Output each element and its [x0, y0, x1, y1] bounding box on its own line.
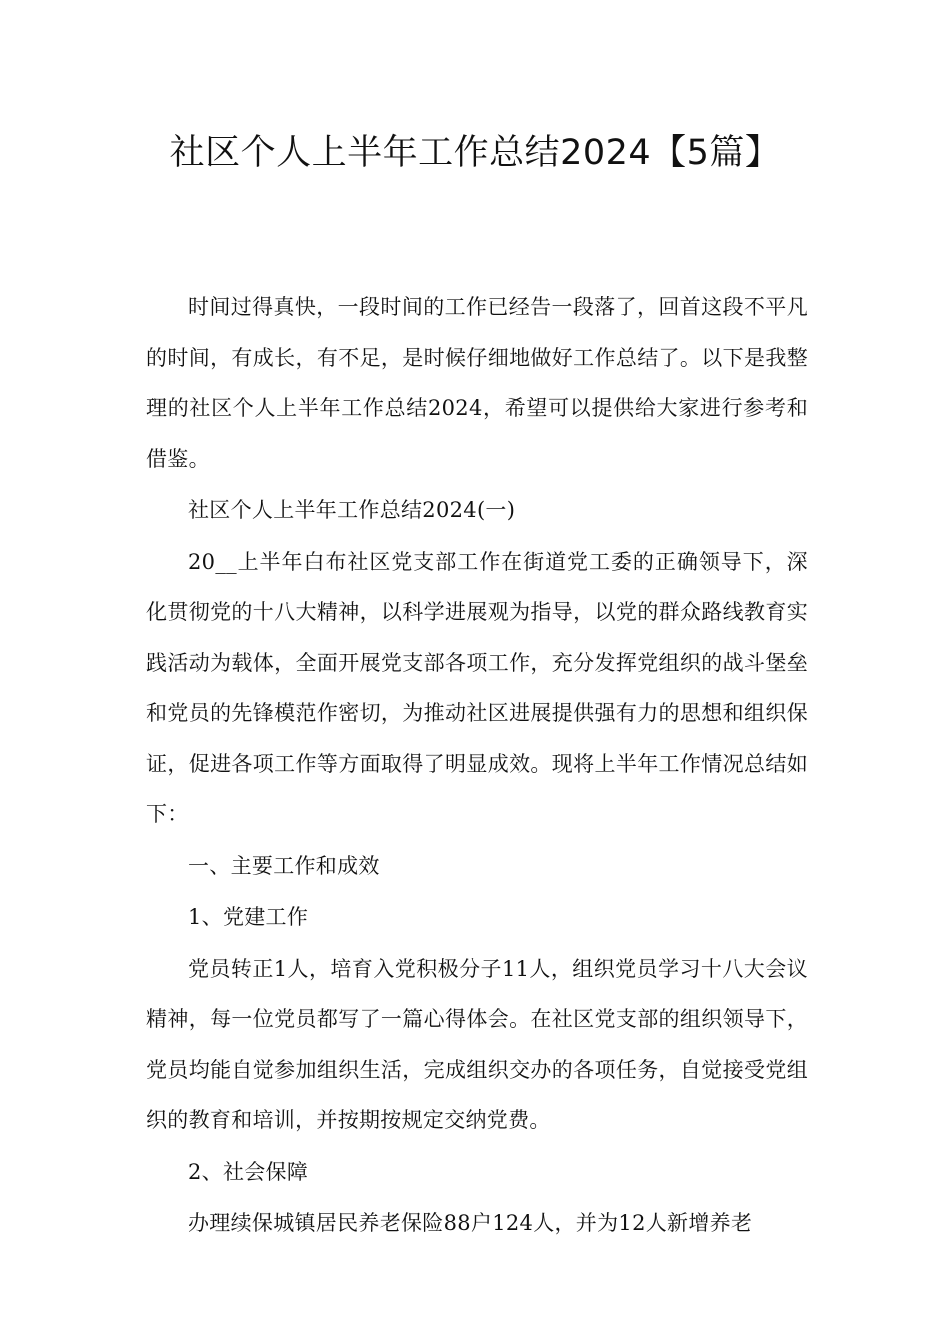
section-1-overview-paragraph: 20__上半年白布社区党支部工作在街道党工委的正确领导下，深化贯彻党的十八大精神，以科学进展观为指导，以党的群众路线教育实践活动为载体，全面开展党支部各项工作，充分发挥党组织的战斗堡垒和党员的先锋模范作密切，为推动社区进展提供强有力的思想和组织保证，促进各项工作等方面取得了明显成效。现将上半年工作情况总结如下： — [146, 549, 808, 826]
section-title-1: 社区个人上半年工作总结2024(一) — [188, 498, 516, 522]
subheading-social-security: 2、社会保障 — [188, 1159, 309, 1184]
intro-paragraph: 时间过得真快，一段时间的工作已经告一段落了，回首这段不平凡的时间，有成长，有不足，是时候仔细地做好工作总结了。以下是我整理的社区个人上半年工作总结2024，希望可以提供给大家进行参考和借鉴。 — [146, 295, 808, 471]
subheading-main-work: 一、主要工作和成效 — [188, 853, 380, 878]
subheading-party-building: 1、党建工作 — [188, 905, 309, 929]
document-body — [146, 282, 808, 1250]
social-security-paragraph: 办理续保城镇居民养老保险88户124人，并为12人新增养老 — [188, 1211, 753, 1235]
party-building-paragraph: 党员转正1人，培育入党积极分子11人，组织党员学习十八大会议精神，每一位党员都写了一篇心得体会。在社区党支部的组织领导下，党员均能自觉参加组织生活，完成组织交办的各项任务，自觉接受党组织的教育和培训，并按期按规定交纳党费。 — [146, 956, 808, 1132]
document-title: 社区个人上半年工作总结2024【5篇】 — [169, 133, 781, 173]
